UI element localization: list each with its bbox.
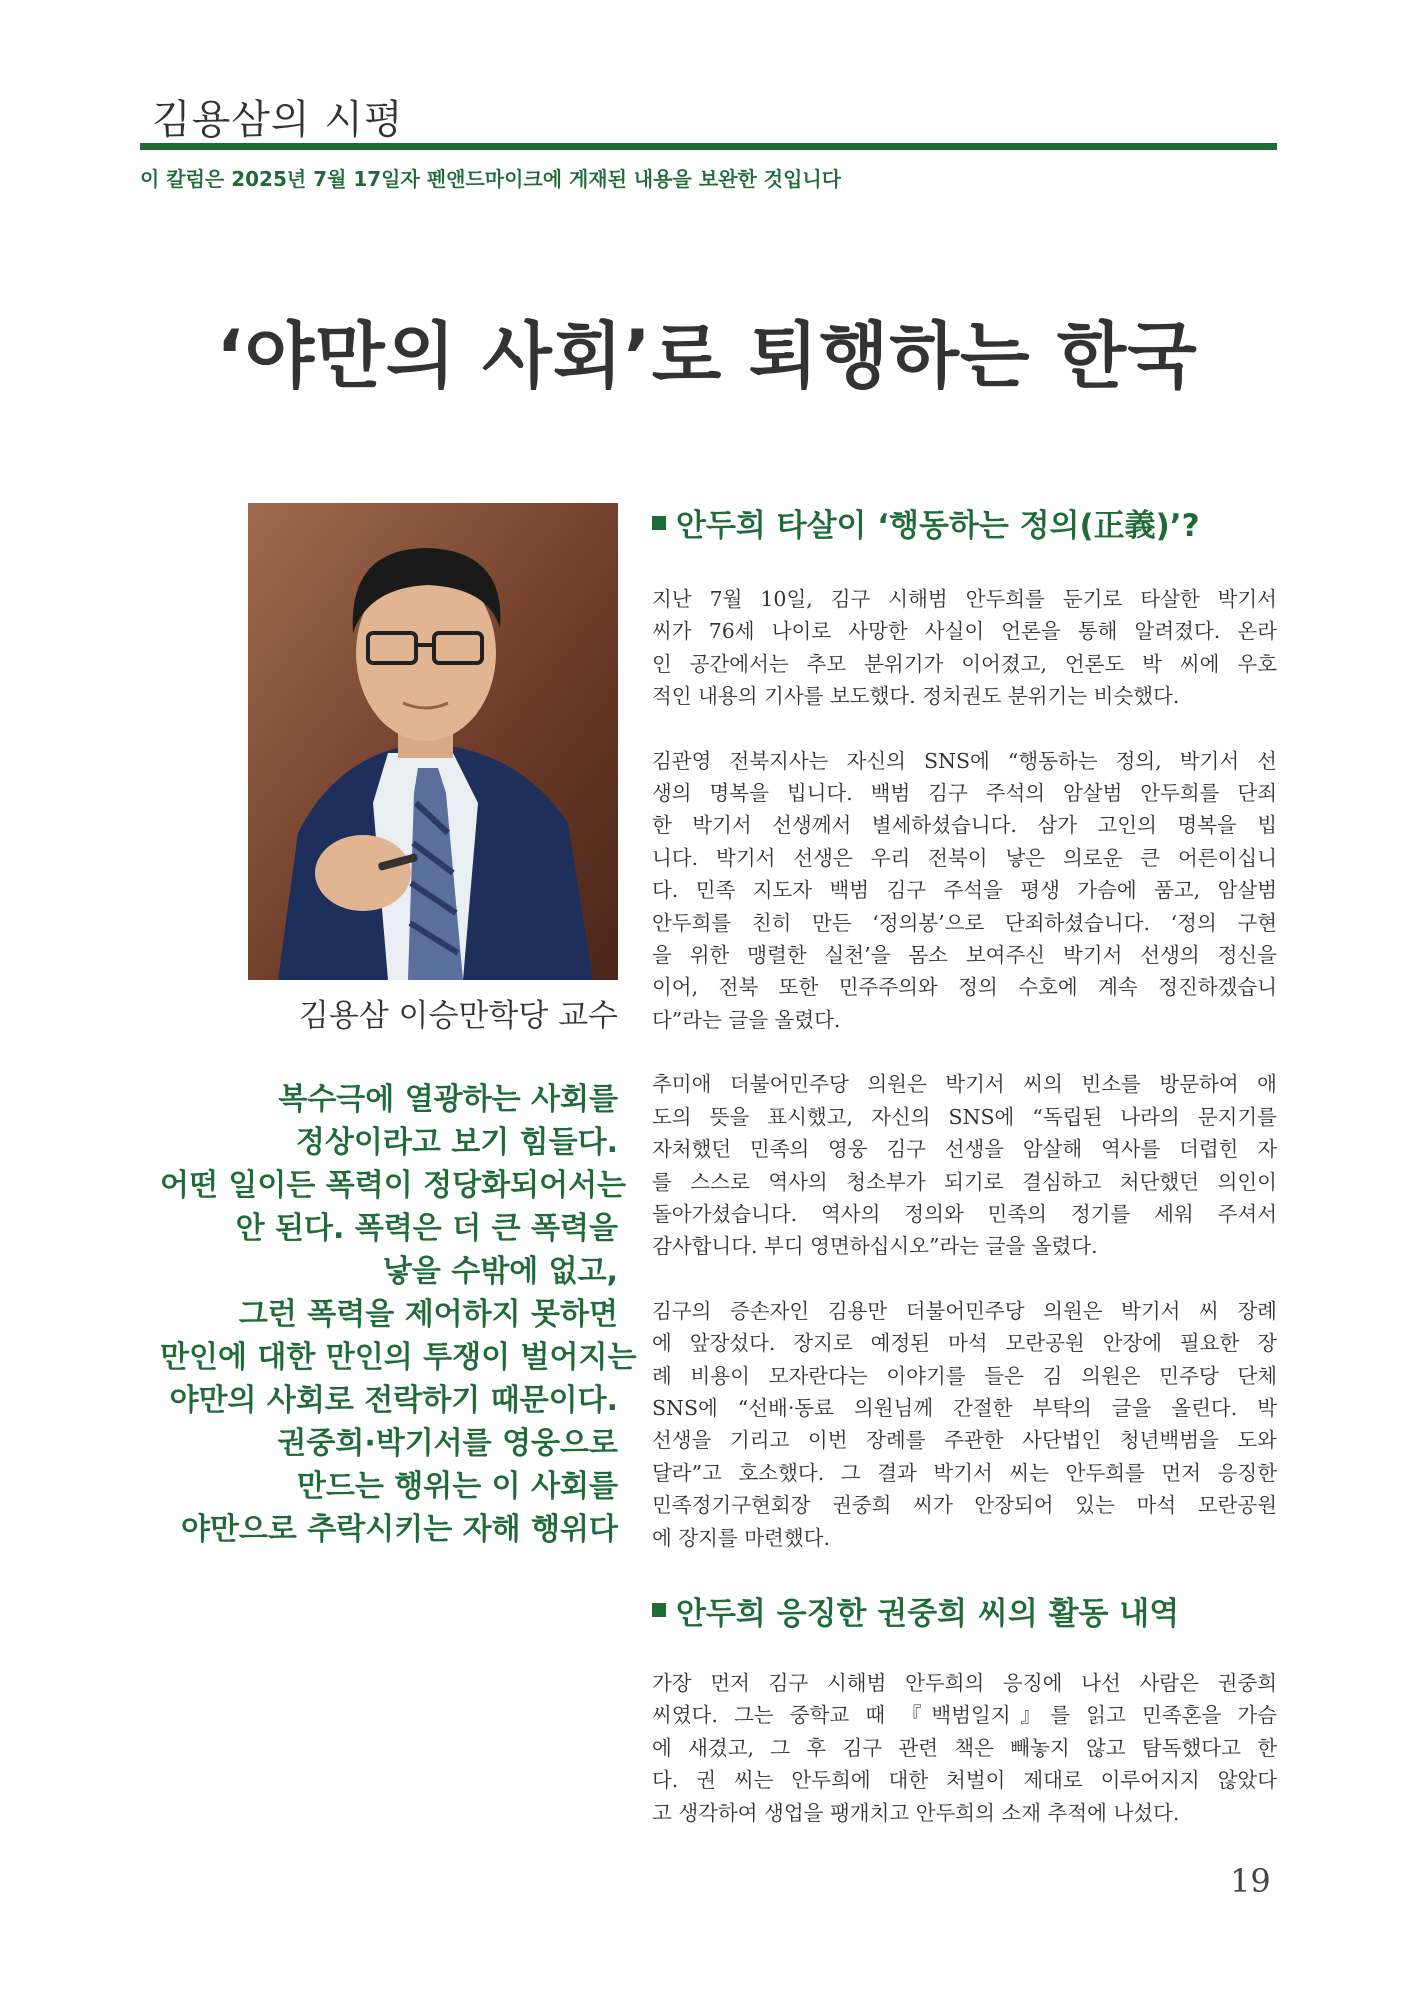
text-line: 추미애 더불어민주당 의원은 박기서 씨의 빈소를 방문하여 애 — [652, 1072, 1277, 1097]
text-line: 씨가 76세 나이로 사망한 사실이 언론을 통해 알려졌다. 온라 — [652, 619, 1277, 644]
text-line: 생의 명복을 빕니다. 백범 김구 주석의 암살범 안두희를 단죄 — [652, 781, 1277, 806]
section-heading-text: 안두희 응징한 권중희 씨의 활동 내역 — [676, 1595, 1180, 1632]
text-line: 안두희를 친히 만든 ‘정의봉’으로 단죄하셨습니다. ‘정의 구현 — [652, 910, 1277, 935]
text-line: 다. 민족 지도자 백범 김구 주석을 평생 가슴에 품고, 암살범 — [652, 878, 1277, 903]
paragraph — [652, 583, 1277, 713]
text-line: 가장 먼저 김구 시해범 안두희의 응징에 나선 사람은 권중희 — [652, 1670, 1277, 1695]
text-line: 도의 뜻을 표시했고, 자신의 SNS에 “독립된 나라의 문지기를 — [652, 1104, 1277, 1129]
text-line: 다. 권 씨는 안두희에 대한 처벌이 제대로 이루어지지 않았다 — [652, 1768, 1277, 1793]
text-line: 자처했던 민족의 영웅 김구 선생을 암살해 역사를 더렵힌 자 — [652, 1137, 1277, 1162]
pull-quote-line: 안 된다. 폭력은 더 큰 폭력을 — [235, 1211, 618, 1246]
text-line: 을 위한 맹렬한 실천’을 몸소 보여주신 박기서 선생의 정신을 — [652, 943, 1277, 968]
text-line: 를 스스로 역사의 청소부가 되기로 결심하고 처단했던 의인이 — [652, 1169, 1277, 1194]
text-line: 다”라는 글을 올렸다. — [652, 1007, 841, 1032]
text-line: 례 비용이 모자란다는 이야기를 들은 김 의원은 민주당 단체 — [652, 1363, 1277, 1388]
text-line: 고 생각하여 생업을 팽개치고 안두희의 소재 추적에 나섰다. — [652, 1800, 1180, 1825]
header-rule — [140, 143, 1277, 150]
source-note: 이 칼럼은 2025년 7월 17일자 펜앤드마이크에 게재된 내용을 보완한 것입니다 — [140, 167, 842, 191]
text-line: 에 장지를 마련했다. — [652, 1525, 830, 1550]
paragraph — [652, 745, 1277, 1037]
text-line: 감사합니다. 부디 영면하십시오”라는 글을 올렸다. — [652, 1234, 1098, 1259]
section-heading — [652, 500, 1277, 545]
pull-quote-line: 복수극에 열광하는 사회를 — [278, 1082, 618, 1117]
pull-quote-line: 야만의 사회로 전락하기 때문이다. — [169, 1383, 618, 1418]
text-line: 지난 7월 10일, 김구 시해범 안두희를 둔기로 타살한 박기서 — [652, 587, 1277, 611]
square-bullet-icon — [652, 1603, 666, 1617]
pull-quote — [160, 1078, 637, 1551]
paragraph — [652, 1295, 1277, 1554]
pull-quote-line: 권중희·박기서를 영웅으로 — [277, 1426, 618, 1461]
text-line: 적인 내용의 기사를 보도했다. 정치권도 분위기는 비슷했다. — [652, 684, 1180, 709]
series-title: 김용삼의 시평 — [152, 97, 404, 143]
text-line: 에 새겼고, 그 후 김구 관련 책은 빼놓지 않고 탐독했다고 한 — [652, 1735, 1277, 1760]
text-line: 김관영 전북지사는 자신의 SNS에 “행동하는 정의, 박기서 선 — [652, 748, 1277, 773]
author-photo — [248, 503, 618, 980]
text-line: 에 앞장섰다. 장지로 예정된 마석 모란공원 안장에 필요한 장 — [652, 1331, 1277, 1356]
text-line: 돌아가셨습니다. 역사의 정의와 민족의 정기를 세워 주셔서 — [652, 1201, 1277, 1226]
pull-quote-line: 그런 폭력을 제어하지 못하면 — [238, 1297, 618, 1332]
text-line: 씨였다. 그는 중학교 때 『백범일지』를 읽고 민족혼을 가슴 — [652, 1703, 1277, 1728]
text-line: 한 박기서 선생께서 별세하셨습니다. 삼가 고인의 명복을 빕 — [652, 813, 1277, 838]
text-line: 이어, 전북 또한 민주주의와 정의 수호에 계속 정진하겠습니 — [652, 975, 1277, 1000]
paragraph — [652, 1068, 1277, 1262]
pull-quote-line: 정상이라고 보기 힘들다. — [295, 1125, 618, 1160]
section-heading-text: 안두희 타살이 ‘행동하는 정의(正義)’? — [676, 508, 1200, 544]
pull-quote-line: 야만으로 추락시키는 자해 행위다 — [180, 1512, 618, 1547]
pull-quote-line: 어떤 일이든 폭력이 정당화되어서는 — [160, 1168, 627, 1203]
text-line: 민족정기구현회장 권중희 씨가 안장되어 있는 마석 모란공원 — [652, 1493, 1277, 1518]
page-number: 19 — [1230, 1862, 1271, 1900]
section-heading — [652, 1588, 1277, 1633]
pull-quote-line: 만드는 행위는 이 사회를 — [296, 1469, 618, 1504]
text-line: SNS에 “선배·동료 의원님께 간절한 부탁의 글을 올린다. 박 — [652, 1395, 1277, 1420]
article-title: ‘야만의 사회’로 퇴행하는 한국 — [216, 314, 1198, 398]
square-bullet-icon — [652, 516, 666, 530]
article-column — [652, 500, 1277, 1829]
text-line: 인 공간에서는 추모 분위기가 이어졌고, 언론도 박 씨에 우호 — [652, 651, 1277, 676]
text-line: 선생을 기리고 이번 장례를 주관한 사단법인 청년백범을 도와 — [652, 1428, 1277, 1453]
paragraph — [652, 1667, 1277, 1829]
text-line: 김구의 증손자인 김용만 더불어민주당 의원은 박기서 씨 장례 — [652, 1298, 1277, 1323]
author-caption: 김용삼 이승만학당 교수 — [298, 998, 618, 1034]
pull-quote-line: 낳을 수밖에 없고, — [382, 1254, 618, 1289]
text-line: 달라”고 호소했다. 그 결과 박기서 씨는 안두희를 먼저 응징한 — [652, 1460, 1277, 1485]
text-line: 니다. 박기서 선생은 우리 전북이 낳은 의로운 큰 어른이십니 — [652, 845, 1277, 870]
pull-quote-line: 만인에 대한 만인의 투쟁이 벌어지는 — [160, 1340, 637, 1375]
